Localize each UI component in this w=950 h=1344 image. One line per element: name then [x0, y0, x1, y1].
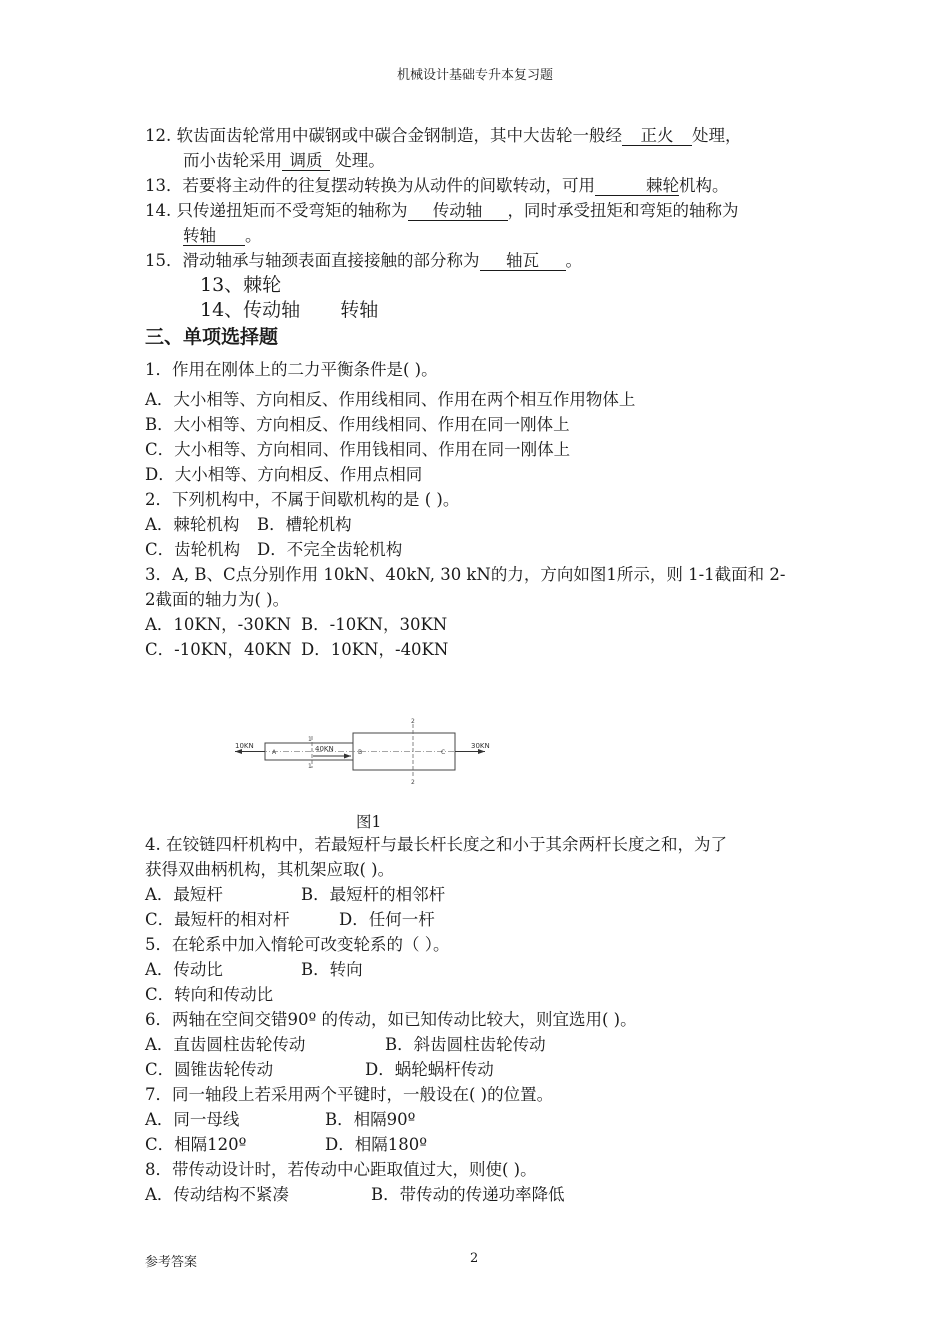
q1-option-c: C．大小相等、方向相同、作用钱相同、作用在同一刚体上 — [145, 440, 571, 459]
question-12-line2: 而小齿轮采用 调质 处理。 — [183, 151, 385, 170]
q7-options-cd: C．相隔120º D．相隔180º — [145, 1135, 427, 1154]
page-number: 2 — [470, 1251, 479, 1266]
label-c: C — [441, 749, 446, 756]
answer-13: 13、棘轮 — [200, 274, 282, 296]
answer-14: 14、传动轴 转轴 — [200, 299, 379, 321]
q5-option-c: C．转向和传动比 — [145, 985, 274, 1004]
section-2-bottom: 2 — [411, 779, 415, 786]
label-b: B — [358, 749, 363, 756]
section-title: 三、单项选择题 — [145, 326, 279, 348]
question-14-line1: 14. 只传递扭矩而不受弯矩的轴称为 传动轴 ，同时承受扭矩和弯矩的轴称为 — [145, 201, 739, 220]
document-body — [145, 123, 815, 1207]
q3-options-ab: A．10KN，-30KN B．-10KN，30KN — [145, 615, 448, 634]
question-14-line2: 转轴 。 — [183, 226, 262, 245]
question-1-stem: 1．作用在刚体上的二力平衡条件是( )。 — [145, 360, 438, 379]
section-1-top: 1 — [308, 736, 312, 743]
q3-options-cd: C．-10KN，40KN D．10KN，-40KN — [145, 640, 449, 659]
section-2-top: 2 — [411, 718, 415, 725]
blank-q14-2: 转轴 — [183, 226, 245, 246]
label-a: A — [272, 749, 277, 756]
blank-q14-1: 传动轴 — [408, 201, 508, 221]
blank-q12-1: 正火 — [622, 126, 692, 146]
q1-option-d: D．大小相等、方向相反、作用点相同 — [145, 465, 423, 484]
q6-options-ab: A．直齿圆柱齿轮传动 B．斜齿圆柱齿轮传动 — [145, 1035, 546, 1054]
figure-caption: 图1 — [356, 813, 382, 831]
q5-options-ab: A．传动比 B．转向 — [145, 960, 363, 979]
q2-options-cd: C．齿轮机构 D．不完全齿轮机构 — [145, 540, 403, 559]
shaft-diagram — [145, 662, 815, 812]
q8-options-ab: A．传动结构不紧凑 B．带传动的传递功率降低 — [145, 1185, 565, 1204]
question-15: 15．滑动轴承与轴颈表面直接接触的部分称为 轴瓦 。 — [145, 251, 582, 270]
blank-q13: 棘轮 — [595, 176, 679, 196]
q4-options-cd: C．最短杆的相对杆 D．任何一杆 — [145, 910, 435, 929]
question-3-stem1: 3．A, B、C点分别作用 10kN、40kN, 30 kN的力，方向如图1所示，则 1-1截面和 2- — [145, 565, 786, 584]
question-2-stem: 2．下列机构中，不属于间歇机构的是 ( )。 — [145, 490, 460, 509]
q1-option-a: A．大小相等、方向相反、作用线相同、作用在两个相互作用物体上 — [145, 390, 636, 409]
question-13: 13．若要将主动件的往复摆动转换为从动件的间歇转动，可用 棘轮机构。 — [145, 176, 729, 195]
question-12-line1: 12. 软齿面齿轮常用中碳钢或中碳合金钢制造，其中大齿轮一般经 正火 处理， — [145, 126, 742, 145]
q4-options-ab: A．最短杆 B．最短杆的相邻杆 — [145, 885, 446, 904]
question-5-stem: 5．在轮系中加入惰轮可改变轮系的（ ）。 — [145, 935, 450, 954]
q6-options-cd: C．圆锥齿轮传动 D．蜗轮蜗杆传动 — [145, 1060, 494, 1079]
question-7-stem: 7．同一轴段上若采用两个平键时，一般设在( )的位置。 — [145, 1085, 554, 1104]
page-header: 机械设计基础专升本复习题 — [396, 68, 553, 83]
blank-q15: 轴瓦 — [480, 251, 566, 271]
q1-option-b: B．大小相等、方向相反、作用线相同、作用在同一刚体上 — [145, 415, 570, 434]
q2-options-ab: A．棘轮机构 B．槽轮机构 — [145, 515, 352, 534]
section-1-bottom: 1 — [308, 763, 312, 770]
question-6-stem: 6．两轴在空间交错90º 的传动，如已知传动比较大，则宜选用( )。 — [145, 1010, 637, 1029]
label-30kn: 30KN — [471, 742, 490, 750]
question-4-stem2: 获得双曲柄机构，其机架应取( )。 — [145, 860, 395, 879]
footer-label: 参考答案 — [145, 1255, 198, 1270]
label-10kn: 10KN — [235, 742, 254, 750]
question-8-stem: 8．带传动设计时，若传动中心距取值过大，则使( )。 — [145, 1160, 537, 1179]
label-40kn: 40KN — [315, 745, 334, 753]
blank-q12-2: 调质 — [282, 151, 330, 171]
question-4-stem1: 4. 在铰链四杆机构中，若最短杆与最长杆长度之和小于其余两杆长度之和，为了 — [145, 835, 727, 854]
question-3-stem2: 2截面的轴力为( )。 — [145, 590, 290, 609]
q7-options-ab: A．同一母线 B．相隔90º — [145, 1110, 416, 1129]
figure-1 — [145, 662, 815, 832]
